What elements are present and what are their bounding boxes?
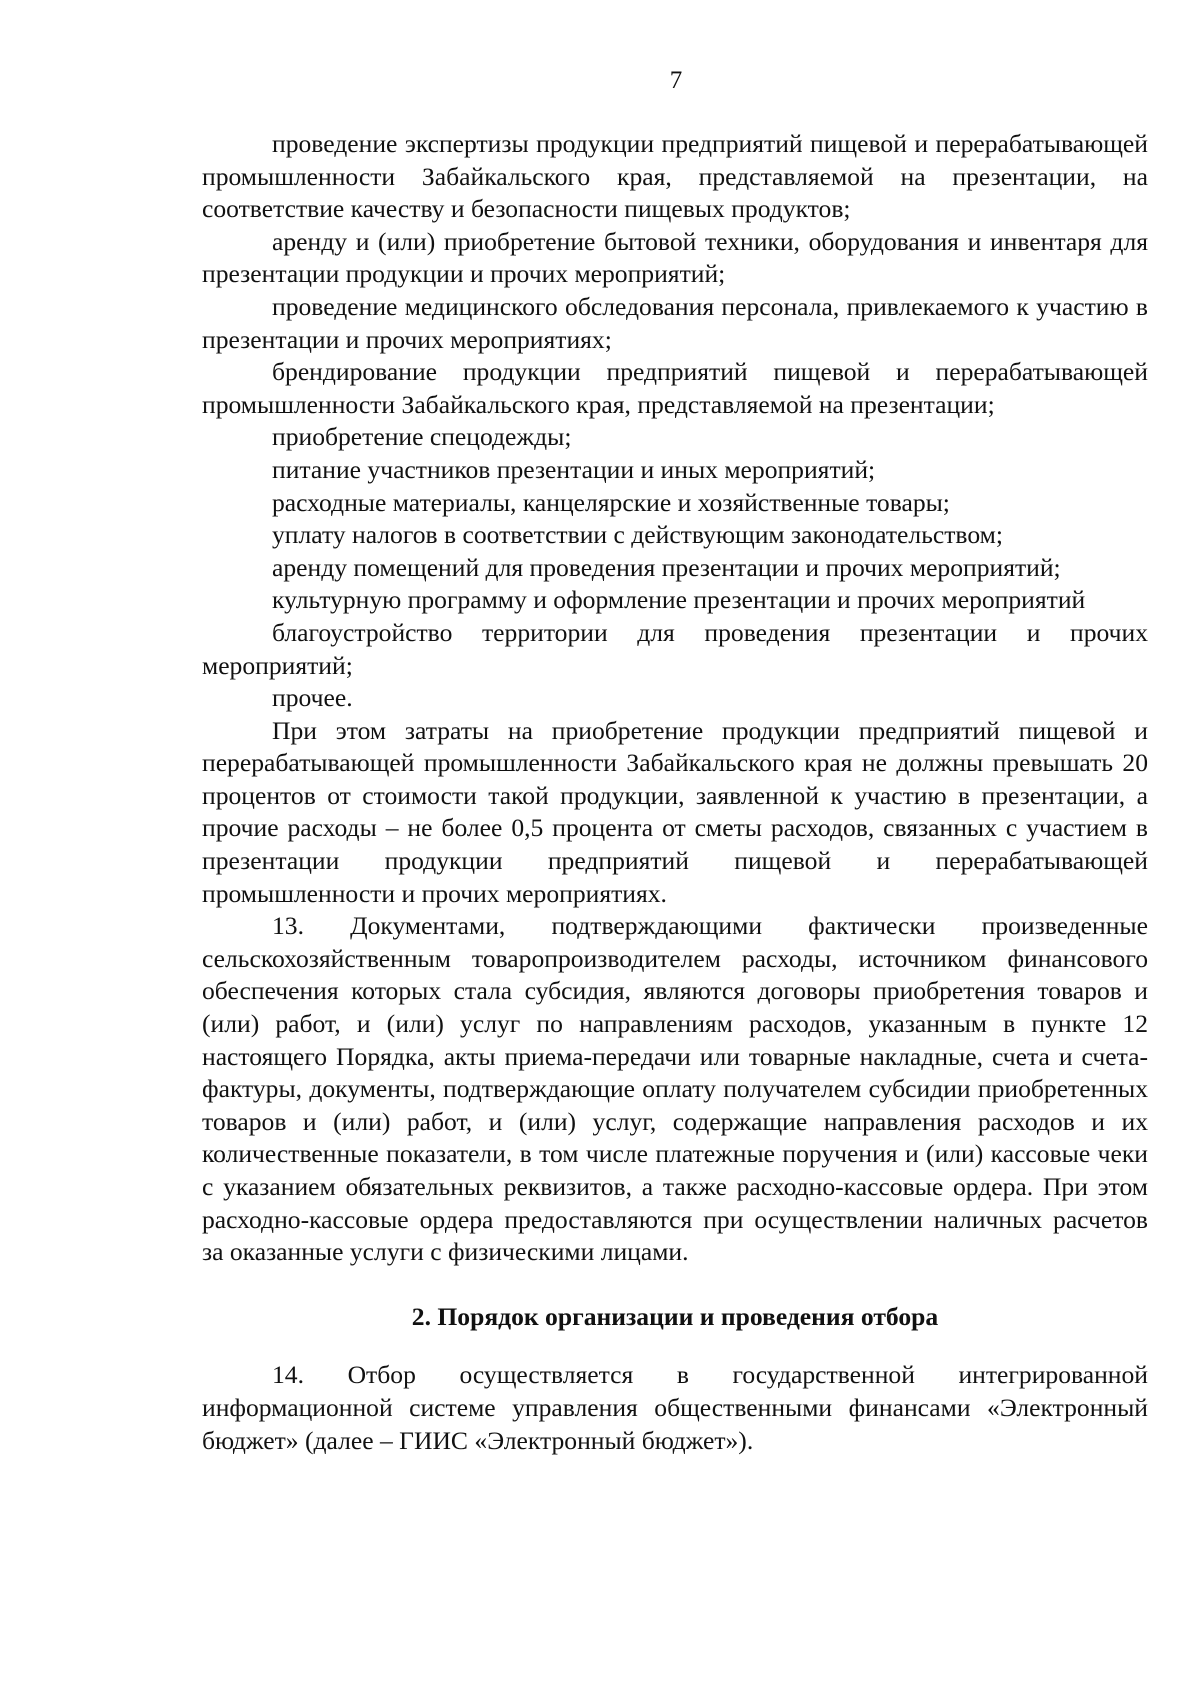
paragraph-cultural-program: культурную программу и оформление презентации и прочих мероприятий [272, 585, 1086, 615]
paragraph-cost-limits: При этом затраты на приобретение продукции предприятий пищевой и перерабатывающей промышленности Забайкальского края не должны превышать 20 процентов от стоимости такой продукции, заявленной к участию в презентации, а прочие расходы – не более 0,5 процента от сметы расходов, связанных с участием в презентации продукции предприятий пищевой и перерабатывающей промышленности и прочих мероприятиях. [202, 715, 1148, 908]
paragraph-consumables: расходные материалы, канцелярские и хозяйственные товары; [272, 487, 950, 517]
paragraph-item-13: 13. Документами, подтверждающими фактически произведенные сельскохозяйственным товаропроизводителем расходы, источником финансового обеспечения которых стала субсидия, являются договоры приобретения товаров и (или) работ, и (или) услуг по направлениям расходов, указанным в пункте 12 настоящего Порядка, акты приема-передачи или товарные накладные, счета и счета-фактуры, документы, подтверждающие оплату получателем субсидии приобретенных товаров и (или) работ, и (или) услуг, содержащие направления расходов и их количественные показатели, в том числе платежные поручения и (или) кассовые чеки с указанием обязательных реквизитов, а также расходно-кассовые ордера. При этом расходно-кассовые ордера предоставляются при осуществлении наличных расчетов за оказанные услуги с физическими лицами. [202, 911, 1148, 1267]
paragraph-premises-rental: аренду помещений для проведения презентации и прочих мероприятий; [272, 552, 1061, 582]
document-body [202, 128, 1148, 1457]
page-number: 7 [669, 67, 683, 94]
paragraph-equipment-rental: аренду и (или) приобретение бытовой техники, оборудования и инвентаря для презентации продукции и прочих мероприятий; [202, 226, 1148, 289]
paragraph-other: прочее. [272, 683, 353, 713]
section-heading: 2. Порядок организации и проведения отбора [411, 1301, 939, 1331]
paragraph-catering: питание участников презентации и иных мероприятий; [272, 454, 876, 484]
paragraph-item-14: 14. Отбор осуществляется в государственной интегрированной информационной системе управления общественными финансами «Электронный бюджет» (далее – ГИИС «Электронный бюджет»). [202, 1360, 1148, 1455]
paragraph-branding: брендирование продукции предприятий пищевой и перерабатывающей промышленности Забайкальского края, представляемой на презентации; [202, 357, 1148, 419]
paragraph-landscaping: благоустройство территории для проведения презентации и прочих мероприятий; [202, 617, 1148, 680]
paragraph-expertise: проведение экспертизы продукции предприятий пищевой и перерабатывающей промышленности Забайкальского края, представляемой на презентации, на соответствие качеству и безопасности пищевых продуктов; [202, 129, 1148, 224]
paragraph-medical-exam: проведение медицинского обследования персонала, привлекаемого к участию в презентации и прочих мероприятиях; [202, 291, 1148, 354]
paragraph-workwear: приобретение спецодежды; [272, 422, 572, 452]
paragraph-taxes: уплату налогов в соответствии с действующим законодательством; [272, 520, 1003, 550]
